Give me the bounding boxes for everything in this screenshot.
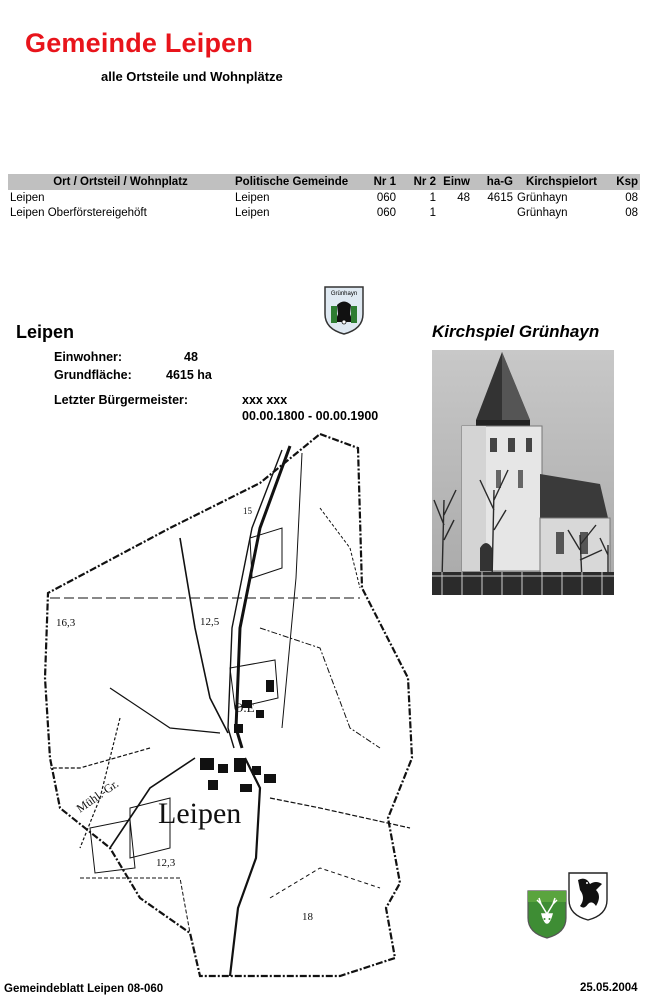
historic-map	[20, 428, 420, 978]
cell-ort: Leipen Oberförstereigehöft	[10, 206, 147, 219]
kirchspiel-title: Kirchspiel Grünhayn	[432, 322, 600, 341]
church-illustration	[432, 350, 614, 595]
einwohner-value: 48	[184, 350, 198, 364]
col-header-ksp: Ksp	[608, 174, 640, 190]
places-table	[8, 174, 640, 220]
eagle-crest-icon	[566, 870, 610, 922]
flaeche-value: 4615 ha	[166, 368, 212, 382]
page-subtitle: alle Ortsteile und Wohnplätze	[101, 69, 283, 84]
cell-nr2: 1	[429, 191, 436, 204]
page-title: Gemeinde Leipen	[25, 28, 254, 58]
col-header-ha: ha-G	[472, 174, 515, 190]
flaeche-label: Grundfläche:	[54, 368, 132, 382]
table-row	[8, 205, 640, 220]
cell-gemeinde: Leipen	[235, 206, 270, 219]
table-header-row	[8, 174, 640, 190]
cell-nr1: 060	[376, 191, 396, 204]
cell-ha	[472, 205, 515, 220]
map-label-h163: 16,3	[56, 617, 76, 629]
table-row	[8, 190, 640, 205]
footer-document-id: Gemeindeblatt Leipen 08-060	[4, 983, 164, 995]
col-header-kirchspielort: Kirchspielort	[515, 174, 608, 190]
gemeinde-name: Leipen	[16, 322, 75, 342]
einwohner-label: Einwohner:	[54, 350, 123, 364]
cell-kirchspielort: Grünhayn	[517, 206, 568, 219]
col-header-ort: Ort / Ortsteil / Wohnplatz	[8, 174, 233, 190]
cell-kirchspielort: Grünhayn	[517, 191, 568, 204]
gruenhayn-crest-icon	[322, 284, 366, 336]
cell-einw: 48	[457, 191, 470, 204]
map-label-h18: 18	[302, 911, 313, 923]
buergermeister-name: xxx xxx	[242, 393, 288, 407]
cell-nr1: 060	[376, 206, 396, 219]
map-label-muehle: Mühl.-Gr.	[73, 776, 122, 816]
map-label-h15: 15	[243, 506, 252, 516]
crest-label: Grünhayn	[330, 291, 358, 297]
cell-ksp: 08	[625, 206, 638, 219]
map-label-h123: 12,3	[156, 857, 176, 869]
col-header-nr1: Nr 1	[368, 174, 398, 190]
buergermeister-period: 00.00.1800 - 00.00.1900	[242, 409, 379, 423]
district-crest-stag-icon	[525, 888, 569, 940]
footer-date: 25.05.2004	[580, 982, 638, 994]
cell-einw	[438, 205, 472, 220]
col-header-nr2: Nr 2	[398, 174, 438, 190]
buergermeister-label: Letzter Bürgermeister:	[54, 393, 189, 407]
cell-ort: Leipen	[10, 191, 45, 204]
cell-nr2: 1	[429, 206, 436, 219]
cell-ksp: 08	[625, 191, 638, 204]
church-photo	[432, 350, 614, 595]
col-header-gemeinde: Politische Gemeinde	[233, 174, 368, 190]
col-header-einw: Einw	[438, 174, 472, 190]
cell-gemeinde: Leipen	[235, 191, 270, 204]
cell-ha: 4615	[487, 191, 513, 204]
map-label-village: Leipen	[158, 797, 242, 830]
map-label-h125: 12,5	[200, 616, 220, 628]
map-label-oe: O.E	[234, 700, 255, 715]
